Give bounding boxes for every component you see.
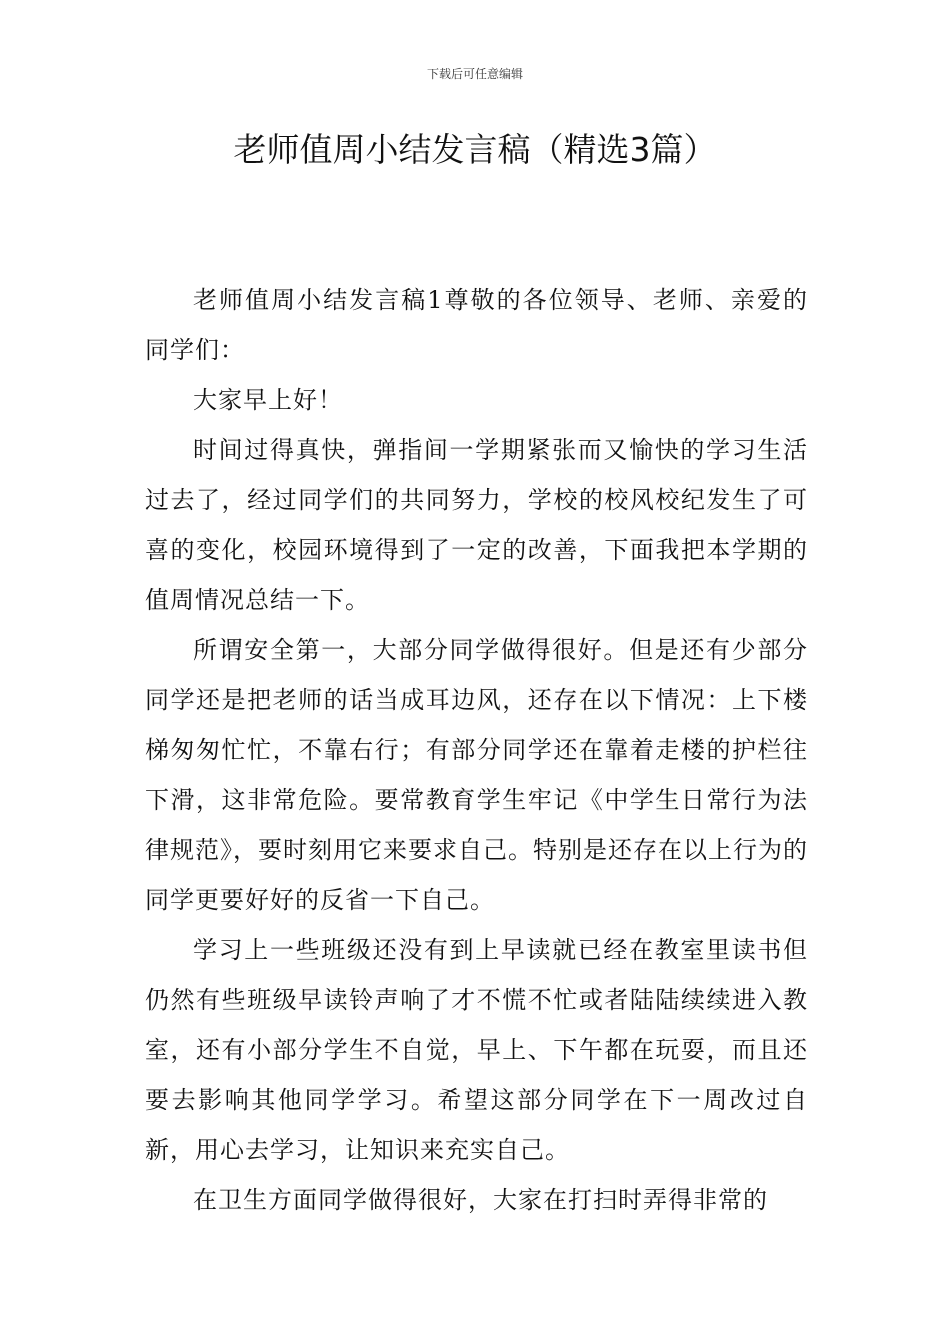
paragraph-safety: 所谓安全第一，大部分同学做得很好。但是还有少部分同学还是把老师的话当成耳边风，还存在以下情况：上下楼梯匆匆忙忙，不靠右行；有部分同学还在靠着走楼的护栏往下滑，这非常危险。要常教育学生牢记《中学生日常行为法律规范》，要时刻用它来要求自己。特别是还存在以上行为的同学更要好好的反省一下自己。 <box>145 636 808 914</box>
paragraph-greeting: 大家早上好！ <box>193 386 343 414</box>
header-note: 下载后可任意编辑 <box>426 67 523 81</box>
document-body <box>145 275 808 1225</box>
document-title: 老师值周小结发言稿（精选3篇） <box>233 130 717 169</box>
paragraph-hygiene: 在卫生方面同学做得很好，大家在打扫时弄得非常的 <box>193 1186 768 1214</box>
paragraph-intro: 时间过得真快，弹指间一学期紧张而又愉快的学习生活过去了，经过同学们的共同努力，学校的校风校纪发生了可喜的变化，校园环境得到了一定的改善，下面我把本学期的值周情况总结一下。 <box>145 436 808 614</box>
paragraph-study: 学习上一些班级还没有到上早读就已经在教室里读书但仍然有些班级早读铃声响了才不慌不忙或者陆陆续续进入教室，还有小部分学生不自觉，早上、下午都在玩耍，而且还要去影响其他同学学习。希望这部分同学在下一周改过自新，用心去学习，让知识来充实自己。 <box>145 936 808 1164</box>
paragraph-salutation: 老师值周小结发言稿1尊敬的各位领导、老师、亲爱的同学们： <box>145 286 808 364</box>
